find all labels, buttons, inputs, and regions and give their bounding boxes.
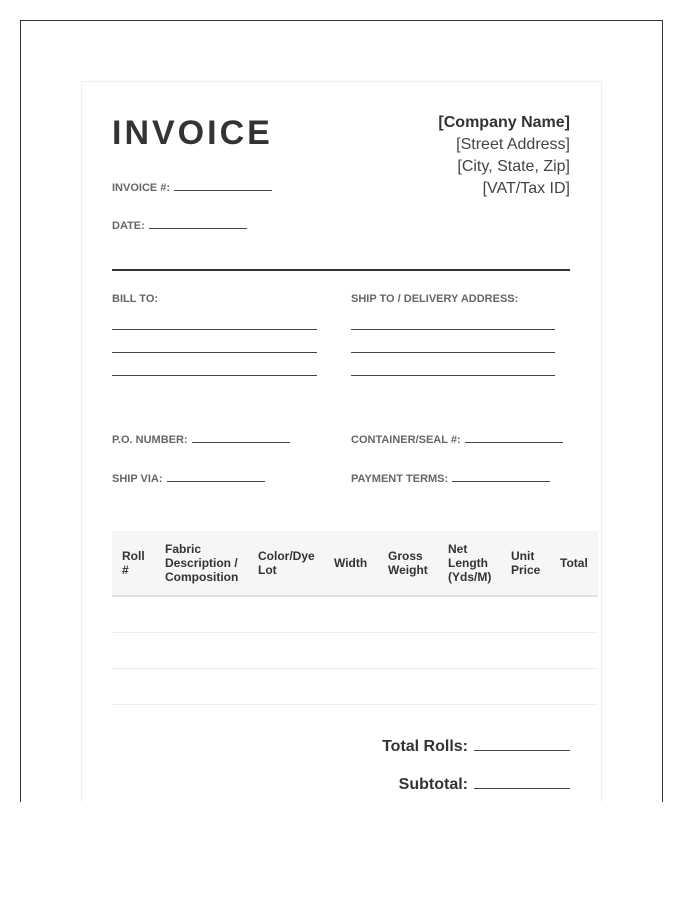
company-city: [City, State, Zip]: [457, 158, 570, 175]
bill-to-line-1[interactable]: [112, 329, 317, 330]
invoice-title: INVOICE: [112, 114, 273, 152]
ship-to-line-3[interactable]: [351, 375, 555, 376]
company-block: [438, 112, 570, 200]
col-gross-weight: Gross Weight: [388, 549, 428, 577]
company-street: [Street Address]: [456, 136, 570, 153]
po-number-field: [112, 432, 290, 446]
subtotal-blank[interactable]: [474, 774, 570, 789]
company-name: [Company Name]: [438, 114, 570, 131]
col-width: Width: [334, 556, 368, 570]
col-color-dye-lot: Color/Dye Lot: [258, 549, 315, 577]
total-rolls-field: [382, 736, 570, 756]
bill-to-label: BILL TO:: [112, 293, 159, 305]
container-seal-blank[interactable]: [465, 432, 563, 443]
col-net-length: Net Length (Yds/M): [448, 542, 492, 584]
table-row[interactable]: [112, 596, 598, 633]
invoice-number-label: INVOICE #:: [112, 182, 171, 194]
payment-terms-blank[interactable]: [452, 471, 550, 482]
table-row[interactable]: [112, 632, 598, 669]
bill-to-line-3[interactable]: [112, 375, 317, 376]
ship-to-label: SHIP TO / DELIVERY ADDRESS:: [351, 293, 519, 305]
header-divider: [112, 269, 570, 271]
table-header: [112, 531, 598, 597]
payment-terms-field: [351, 471, 550, 485]
col-total: Total: [560, 556, 588, 570]
container-seal-field: [351, 432, 563, 446]
invoice-number-blank[interactable]: [174, 180, 272, 191]
subtotal-field: [399, 774, 570, 794]
container-seal-label: CONTAINER/SEAL #:: [351, 434, 461, 446]
date-blank[interactable]: [149, 218, 247, 229]
table-row[interactable]: [112, 668, 598, 705]
ship-via-blank[interactable]: [167, 471, 265, 482]
date-field: [112, 218, 247, 232]
total-rolls-label: Total Rolls:: [382, 738, 468, 755]
po-number-blank[interactable]: [192, 432, 290, 443]
bill-to-line-2[interactable]: [112, 352, 317, 353]
col-roll: Roll #: [122, 549, 145, 577]
ship-to-line-1[interactable]: [351, 329, 555, 330]
date-label: DATE:: [112, 220, 145, 232]
total-rolls-blank[interactable]: [474, 736, 570, 751]
ship-to-line-2[interactable]: [351, 352, 555, 353]
payment-terms-label: PAYMENT TERMS:: [351, 473, 449, 485]
invoice-number-field: [112, 180, 272, 194]
col-fabric-description: Fabric Description / Composition: [165, 542, 239, 584]
po-number-label: P.O. NUMBER:: [112, 434, 188, 446]
ship-via-label: SHIP VIA:: [112, 473, 163, 485]
col-unit-price: Unit Price: [511, 549, 541, 577]
subtotal-label: Subtotal:: [398, 776, 468, 793]
company-tax-id: [VAT/Tax ID]: [482, 180, 570, 197]
ship-via-field: [112, 471, 265, 485]
